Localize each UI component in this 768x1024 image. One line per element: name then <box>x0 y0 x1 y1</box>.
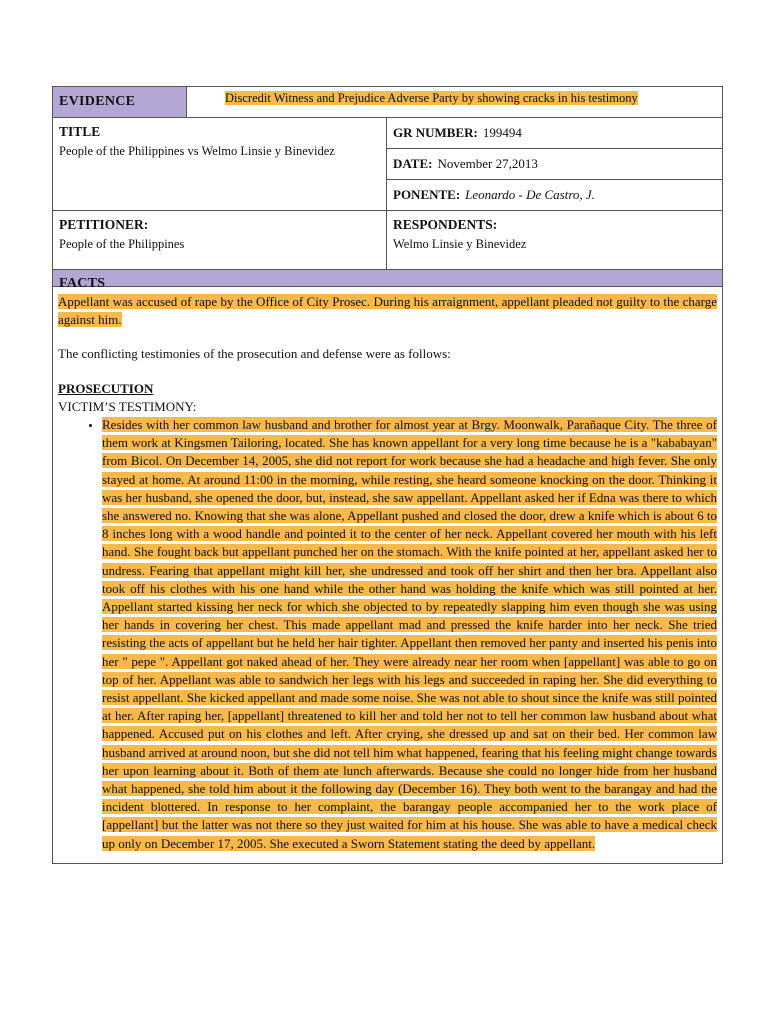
title-label: TITLE <box>59 124 101 139</box>
evidence-text: Discredit Witness and Prejudice Adverse Party by showing cracks in his testimony <box>225 91 638 105</box>
facts-body <box>53 287 722 863</box>
respondents-value: Welmo Linsie y Binevidez <box>393 237 527 251</box>
evidence-row <box>53 87 722 118</box>
date-label: DATE: <box>393 156 433 171</box>
testimony-list <box>58 416 717 853</box>
title-cell <box>53 118 387 210</box>
gr-number-cell <box>387 118 722 149</box>
ponente-cell <box>387 180 722 210</box>
case-title: People of the Philippines vs Welmo Linsie y Binevidez <box>59 144 335 158</box>
ponente-value: Leonardo - De Castro, J. <box>465 187 595 202</box>
parties-row <box>53 211 722 270</box>
petitioner-value: People of the Philippines <box>59 237 185 251</box>
respondents-label: RESPONDENTS: <box>393 217 498 232</box>
gr-number-label: GR NUMBER: <box>393 125 478 140</box>
gr-number-value: 199494 <box>482 125 522 140</box>
prosecution-label: PROSECUTION <box>58 380 154 396</box>
title-row <box>53 118 722 211</box>
petitioner-cell <box>53 211 387 269</box>
case-digest-table <box>52 86 723 864</box>
case-meta <box>387 118 722 210</box>
facts-conflict: The conflicting testimonies of the prosecution and defense were as follows: <box>58 346 451 362</box>
testimony-text: Resides with her common law husband and brother for almost year at Brgy. Moonwalk, Parañaque City. The three of them work at Kingsmen Tailoring, located. She has known appellant for a very long time because he is a "kababayan" from Bicol. On December 14, 2005, she did not report for work because she had a headache and high fever. She only stayed at home. At around 11:00 in the morning, while resting, she heard someone knocking on the door. Thinking it was her husband, she opened the door, but, instead, she saw appellant. Appellant asked her if Edna was there to which she answered no. Knowing that she was alone, Appellant pushed and closed the door, drew a knife which is about 6 to 8 inches long with a wood handle and pointed it to the center of her neck. Appellant covered her mouth with his left hand. She fought back but appellant punched her on the stomach. With the knife pointed at her, appellant asked her to undress. Fearing that appellant might kill her, she undressed and took off her shirt and then her bra. Appellant also took off his clothes with his one hand while the other hand was holding the knife which was still pointed at her. Appellant started kissing her neck for which she objected to by repeatedly slapping him even though she was using her hands in covering her chest. This made appellant mad and pressed the knife harder into her neck. She tried resisting the acts of appellant but he held her hair tighter. Appellant then removed her panty and inserted his penis into her " pepe ". Appellant got naked ahead of her. They were already near her room when [appellant] was able to go on top of her. Appellant was able to sandwich her legs with his legs and succeeded in raping her. She did everything to resist appellant. She kicked appellant and made some noise. She was not able to shout since the knife was still pointed at her. After raping her, [appellant] threatened to kill her and told her not to tell her common law husband about what happened. Accused put on his clothes and left. After crying, she dressed up and sat on their bed. Her common law husband arrived at around noon, but she did not tell him what happened, fearing that his feeling might change towards her upon learning about it. Both of them ate lunch afterwards. Because she could no longer hide from her husband what happened, she told him about it the following day (December 16). They both went to the barangay and had the incident blottered. In response to her complaint, the barangay people accompanied her to the work place of [appellant] but the latter was not there so they just waited for him at his house. She was able to have a medical check up only on December 17, 2005. She executed a Sworn Statement stating the deed by appellant. <box>102 417 717 851</box>
date-value: November 27,2013 <box>437 156 538 171</box>
facts-intro <box>58 293 717 329</box>
evidence-text-cell <box>186 87 722 117</box>
evidence-label: EVIDENCE <box>53 87 186 117</box>
facts-body-row <box>53 287 722 863</box>
ponente-label: PONENTE: <box>393 187 461 202</box>
date-cell <box>387 149 722 180</box>
facts-label: FACTS <box>59 276 106 291</box>
victim-testimony-label: VICTIM’S TESTIMONY: <box>58 398 197 414</box>
respondents-cell <box>387 211 722 269</box>
facts-intro-text: Appellant was accused of rape by the Office of City Prosec. During his arraignment, appellant pleaded not guilty to the charge against him. <box>58 294 717 328</box>
petitioner-label: PETITIONER: <box>59 217 149 232</box>
facts-header-row <box>53 270 722 291</box>
testimony-item <box>102 416 717 853</box>
